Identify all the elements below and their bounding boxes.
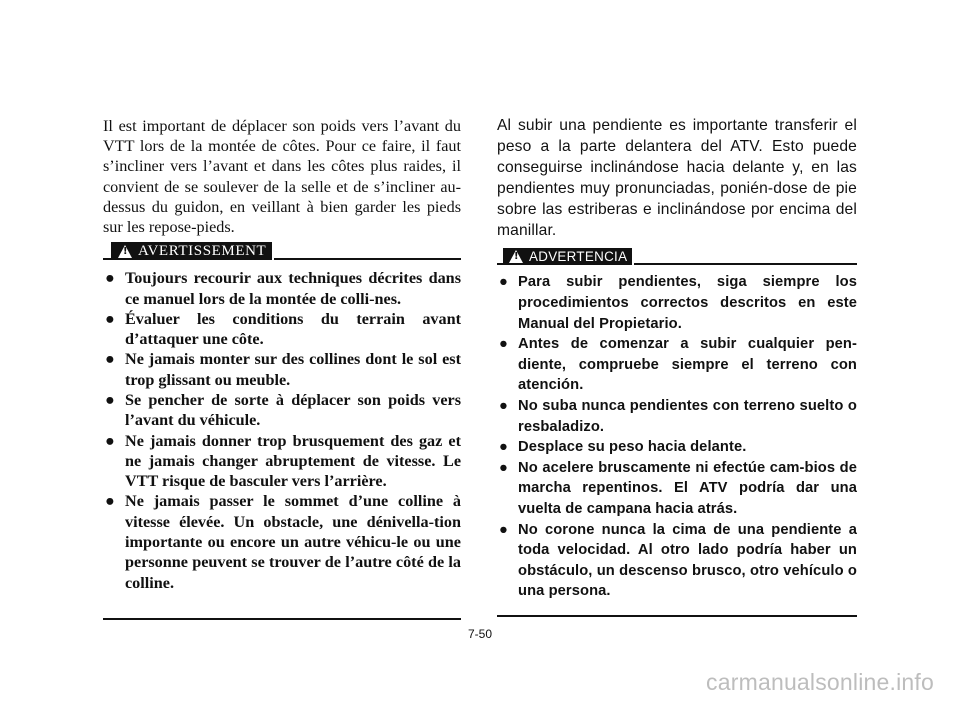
warning-triangle-icon <box>509 250 523 263</box>
list-item <box>103 268 461 309</box>
list-item <box>497 437 857 458</box>
french-warning-label: AVERTISSEMENT <box>138 242 267 259</box>
warning-rule <box>274 258 461 260</box>
list-item <box>497 272 857 334</box>
list-item-text: Évaluer les conditions du terrain avant d’attaquer une côte. <box>125 309 461 349</box>
spanish-warning-list <box>497 272 857 602</box>
list-item-text: Ne jamais donner trop brusquement des gaz et ne jamais changer abruptement de vitesse. Le VTT risque de basculer vers l’arrière. <box>125 431 461 491</box>
page-number: 7-50 <box>467 627 493 641</box>
french-intro-paragraph: Il est important de déplacer son poids vers l’avant du VTT lors de la montée de côtes. Pour ce faire, il faut s’incliner vers l’avant et dans les côtes plus raides, il convient de se soulever de la selle et de s’incliner au-dessus du guidon, en veillant à bien garder les pieds sur les repose-pieds. <box>103 117 461 237</box>
bullet-icon: ● <box>499 459 508 476</box>
list-item <box>103 491 461 592</box>
warning-rule-lead <box>497 263 505 265</box>
list-item-text: Para subir pendientes, siga siempre los procedimientos correctos descritos en este Manual del Propietario. <box>518 274 857 332</box>
list-item <box>497 520 857 602</box>
list-item <box>103 309 461 350</box>
french-end-rule <box>103 618 461 620</box>
watermark: carmanualsonline.info <box>706 669 934 695</box>
spanish-end-rule <box>497 615 857 617</box>
spanish-column <box>497 116 857 602</box>
bullet-icon: ● <box>105 350 115 369</box>
warning-rule <box>634 263 857 265</box>
list-item-text: No acelere bruscamente ni efectúe cam-bios de marcha repentinos. El ATV podría dar una vuelta de campana hacia atrás. <box>518 459 857 517</box>
list-item <box>497 334 857 396</box>
list-item <box>497 396 857 437</box>
bullet-icon: ● <box>105 492 115 511</box>
list-item-text: Se pencher de sorte à déplacer son poids vers l’avant du véhicule. <box>125 391 461 430</box>
list-item-text: Desplace su peso hacia delante. <box>518 439 747 456</box>
warning-rule-lead <box>103 258 111 260</box>
bullet-icon: ● <box>499 521 508 538</box>
spanish-warning-header <box>497 243 857 265</box>
list-item <box>103 431 461 492</box>
warning-triangle-icon <box>118 245 132 258</box>
bullet-icon: ● <box>499 398 508 414</box>
french-warning-list <box>103 268 461 593</box>
list-item <box>103 390 461 431</box>
bullet-icon: ● <box>499 439 508 456</box>
french-warning-header <box>103 237 461 260</box>
french-warning-badge <box>111 242 272 260</box>
list-item-text: Antes de comenzar a subir cualquier pen-diente, compruebe siempre el terreno con atención. <box>518 336 857 394</box>
bullet-icon: ● <box>105 309 115 328</box>
french-column <box>103 116 461 593</box>
list-item-text: No suba nunca pendientes con terreno suelto o resbaladizo. <box>518 398 857 435</box>
list-item <box>103 349 461 390</box>
spanish-intro-paragraph: Al subir una pendiente es importante transferir el peso a la parte delantera del ATV. Esto puede conseguirse inclinándose hacia delante y, en las pendientes muy pronunciadas, ponién-dose de pie sobre las estriberas e inclinándose por encima del manillar. <box>497 117 857 239</box>
spanish-warning-badge <box>503 248 632 265</box>
bullet-icon: ● <box>499 274 508 291</box>
list-item-text: Ne jamais passer le sommet d’une colline à vitesse élevée. Un obstacle, une dénivella-tion importante ou encore un autre véhicu-le ou une personne peuvent se trouver de l’autre côté de la colline. <box>125 492 461 592</box>
bullet-icon: ● <box>105 269 115 288</box>
list-item-text: Toujours recourir aux techniques décrites dans ce manuel lors de la montée de colli-nes. <box>125 269 461 308</box>
spanish-warning-label: ADVERTENCIA <box>529 249 628 265</box>
list-item-text: Ne jamais monter sur des collines dont le sol est trop glissant ou meuble. <box>125 350 461 389</box>
bullet-icon: ● <box>105 391 115 409</box>
bullet-icon: ● <box>105 431 115 450</box>
bullet-icon: ● <box>499 336 508 353</box>
list-item-text: No corone nunca la cima de una pendiente a toda velocidad. Al otro lado podría haber un obstáculo, un descenso brusco, otro vehículo o una persona. <box>518 521 857 600</box>
list-item <box>497 458 857 520</box>
